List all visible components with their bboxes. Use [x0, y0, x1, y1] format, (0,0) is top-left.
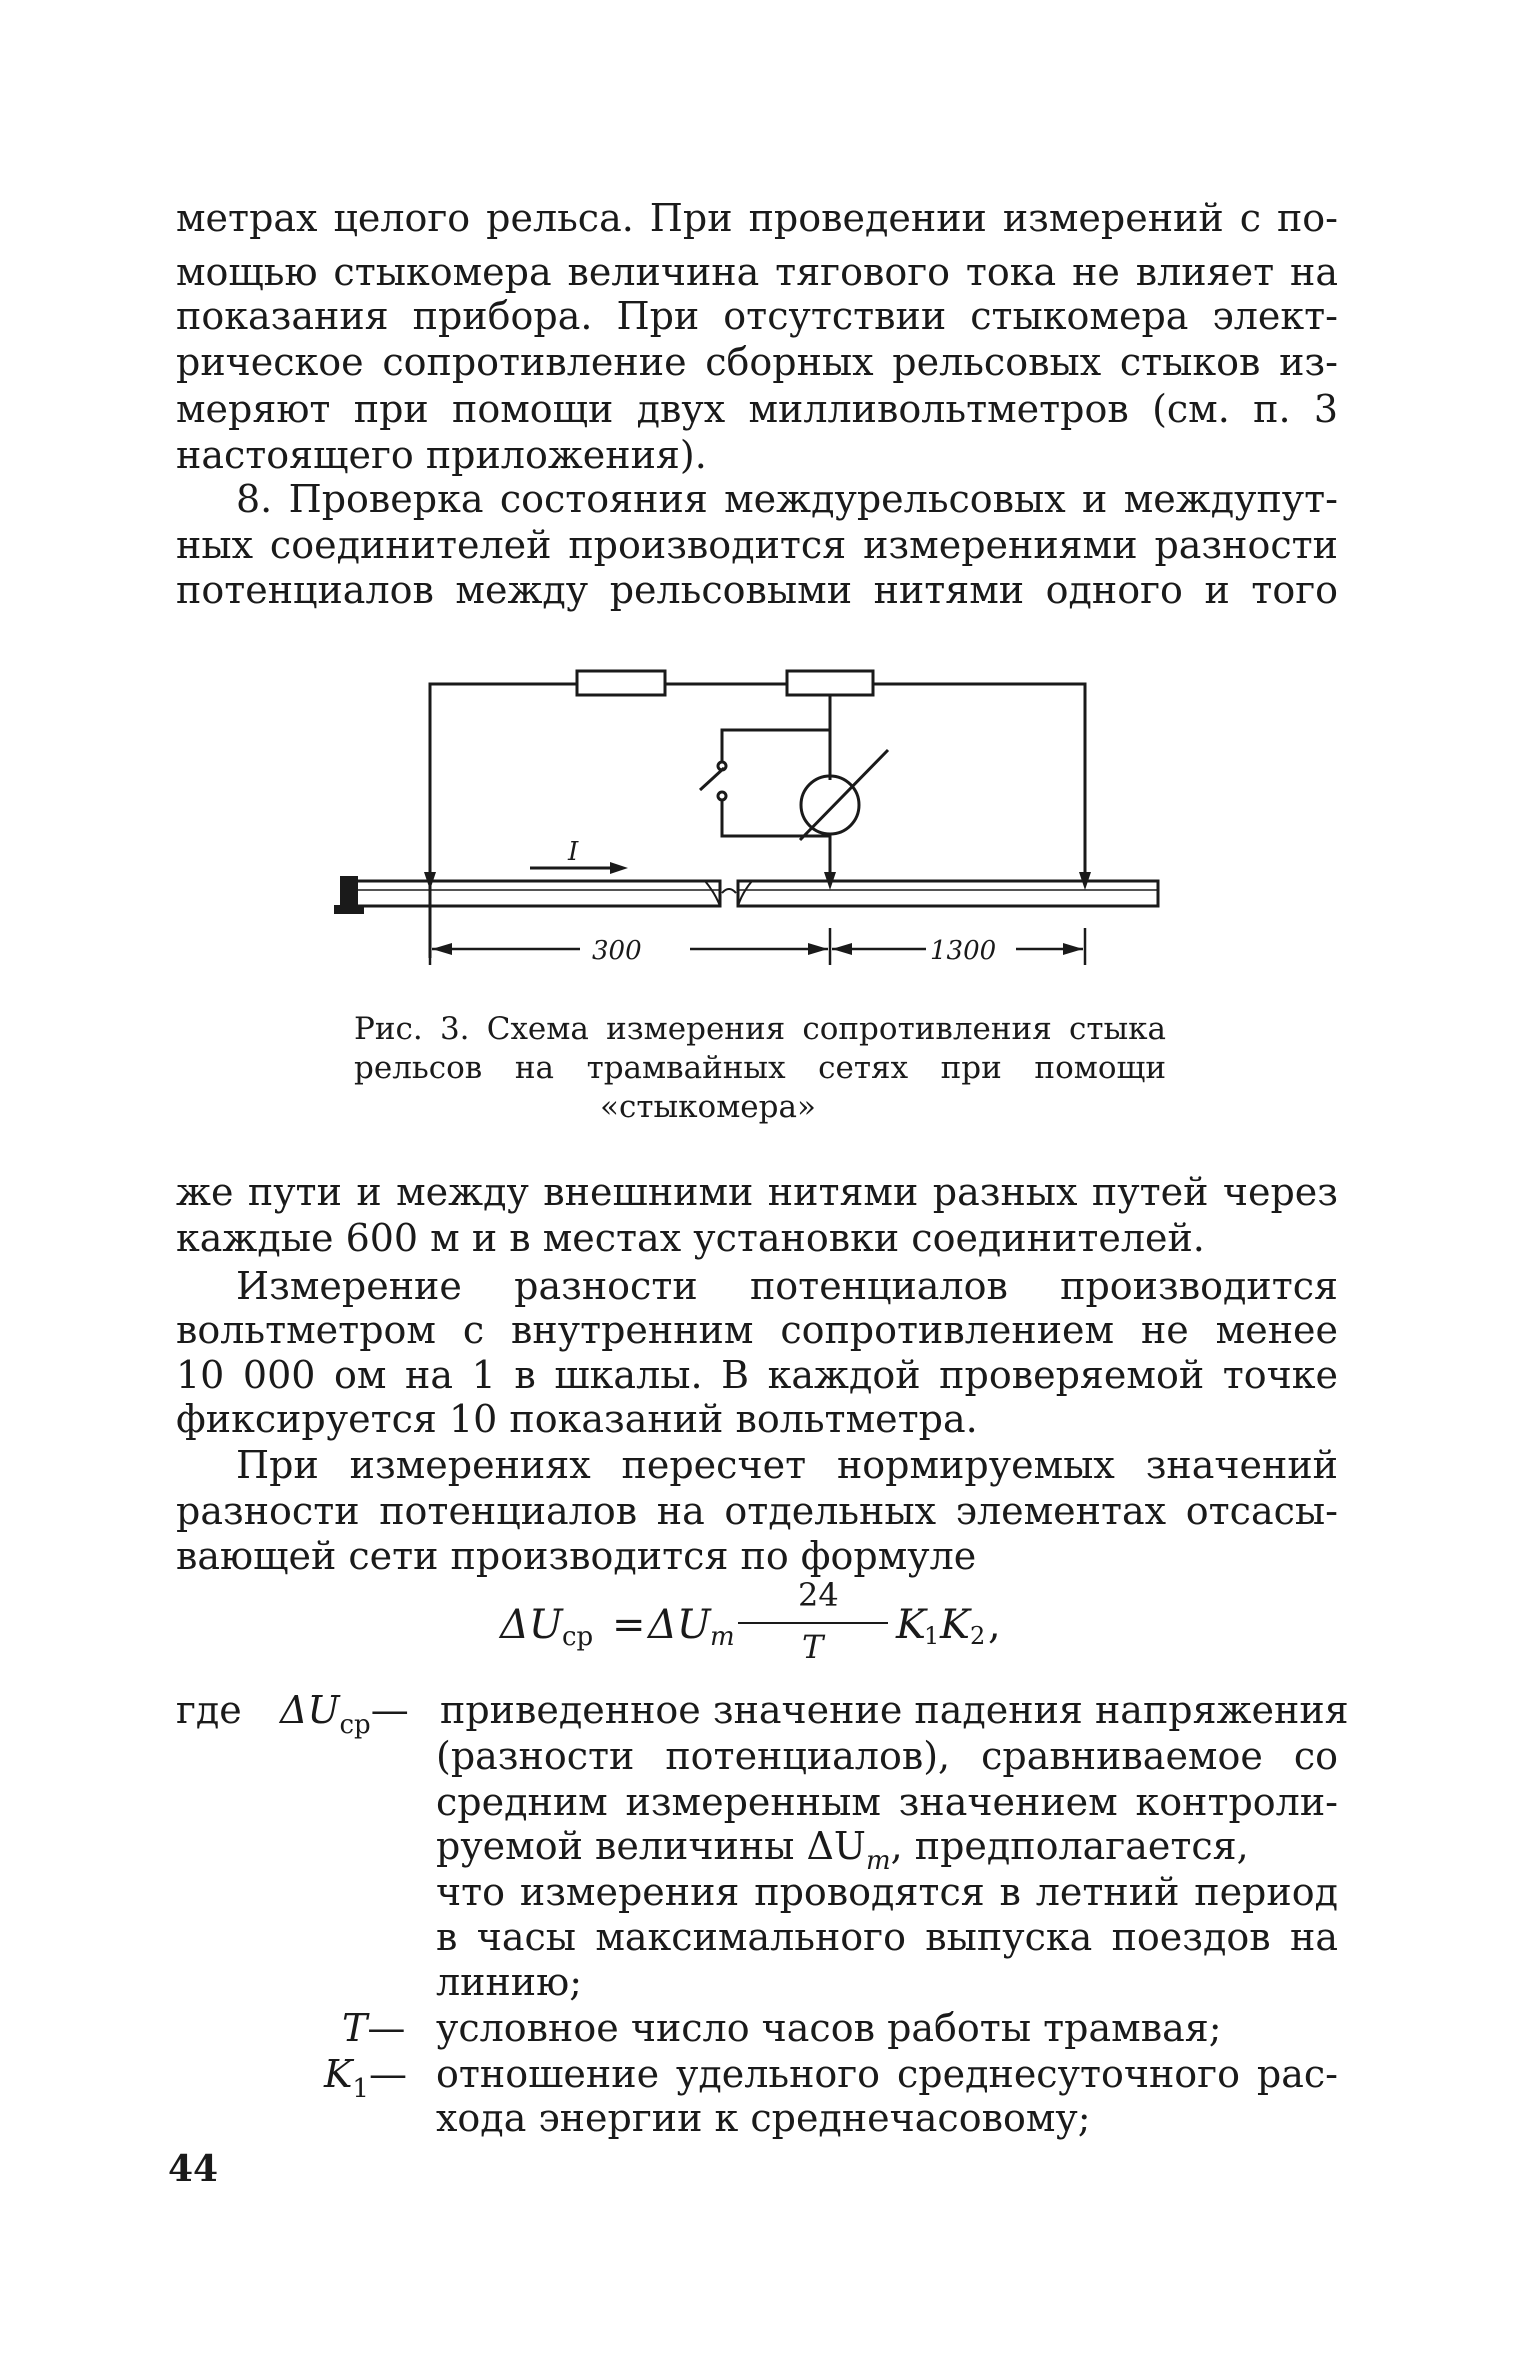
formula-tail: , — [988, 1602, 1001, 1648]
formula-numerator: 24 — [798, 1576, 839, 1614]
def-symbol-k1 — [324, 2052, 407, 2104]
dim-arrow-mid-left-icon — [808, 943, 828, 955]
dimension-label-left: 300 — [592, 936, 642, 966]
text-line: что измерения проводятся в летний период — [436, 1870, 1338, 1914]
text-sub: m — [865, 1846, 891, 1876]
def-symbol-t — [342, 2006, 405, 2050]
text-line: настоящего приложения). — [176, 433, 707, 477]
page-number: 44 — [168, 2148, 219, 2190]
formula-k1: K — [896, 1602, 926, 1648]
formula-lhs-sub: ср — [562, 1622, 594, 1652]
text-line: потенциалов между рельсовыми нитями одного и того — [176, 568, 1338, 612]
formula-lhs: ΔU — [500, 1602, 563, 1648]
text-line: средним измеренным значением контроли- — [436, 1780, 1338, 1824]
text-line: условное число часов работы трамвая; — [436, 2006, 1222, 2050]
text-line: вольтметром с внутренним сопротивлением не менее — [176, 1308, 1338, 1352]
caption-line: рельсов на трамвайных сетях при помощи — [354, 1050, 1166, 1086]
text-line: При измерениях пересчет нормируемых значений — [236, 1443, 1338, 1487]
current-arrow-icon — [610, 862, 628, 874]
def-symbol: T — [342, 2006, 368, 2050]
formula-equals: = — [612, 1602, 646, 1648]
text-line: метрах целого рельса. При проведении измерений с по- — [176, 196, 1338, 240]
text-line: вающей сети производится по формуле — [176, 1534, 977, 1578]
def-symbol-sub: ср — [339, 1710, 371, 1740]
fraction-bar — [738, 1622, 888, 1624]
text-segment: руемой величины ΔU — [436, 1824, 866, 1868]
dim-arrow-right-icon — [1063, 943, 1083, 955]
text-line: мощью стыкомера величина тягового тока не влияет на — [176, 250, 1338, 294]
where-label: где — [176, 1688, 242, 1732]
text-line: 8. Проверка состояния междурельсовых и междупут- — [236, 477, 1338, 521]
text-line: (разности потенциалов), сравниваемое со — [436, 1734, 1338, 1778]
formula-k2: K — [940, 1602, 970, 1648]
dim-arrow-mid-right-icon — [832, 943, 852, 955]
text-line: 10 000 ом на 1 в шкалы. В каждой проверяемой точке — [176, 1353, 1338, 1397]
text-line: меряют при помощи двух милливольтметров (см. п. 3 — [176, 387, 1338, 431]
formula-delta-um: ΔU — [648, 1602, 711, 1648]
def-dash: — — [368, 2052, 407, 2096]
formula-k1-sub: 1 — [924, 1622, 940, 1650]
formula-um-sub: m — [710, 1622, 735, 1652]
dim-arrow-left-icon — [432, 943, 452, 955]
text-line: каждые 600 м и в местах установки соединителей. — [176, 1216, 1205, 1260]
dimension-label-right: 1300 — [930, 936, 997, 966]
text-line: ных соединителей производится измерениями разности — [176, 523, 1338, 567]
rail-joint-circuit-diagram — [330, 655, 1180, 985]
text-line: фиксируется 10 показаний вольтметра. — [176, 1397, 978, 1441]
text-line: в часы максимального выпуска поездов на — [436, 1915, 1338, 1959]
text-line: приведенное значение падения напряжения — [440, 1688, 1349, 1732]
formula-k2-sub: 2 — [970, 1622, 986, 1650]
def-dash: — — [367, 2006, 406, 2050]
text-line: разности потенциалов на отдельных элементах отсасы- — [176, 1489, 1338, 1533]
def-symbol: ΔU — [280, 1688, 340, 1732]
text-line: же пути и между внешними нитями разных путей через — [176, 1170, 1338, 1214]
def-dash: — — [370, 1688, 409, 1732]
text-line: линию; — [436, 1960, 583, 2004]
def-line-4 — [436, 1824, 1338, 1876]
text-line: Измерение разности потенциалов производится — [236, 1264, 1338, 1308]
caption-line: Рис. 3. Схема измерения сопротивления стыка — [354, 1011, 1166, 1047]
caption-line: «стыкомера» — [600, 1089, 816, 1125]
text-line: отношение удельного среднесуточного рас- — [436, 2052, 1338, 2096]
def-symbol-ducp — [280, 1688, 409, 1740]
def-symbol: K — [324, 2052, 353, 2096]
def-symbol-sub: 1 — [352, 2074, 369, 2104]
current-label: I — [568, 837, 579, 867]
text-line: хода энергии к среднечасовому; — [436, 2096, 1091, 2140]
text-line: показания прибора. При отсутствии стыкомера элект- — [176, 294, 1338, 338]
text-line: рическое сопротивление сборных рельсовых стыков из- — [176, 340, 1338, 384]
formula-denominator: T — [802, 1628, 824, 1666]
text-segment: , предполагается, — [890, 1824, 1249, 1868]
